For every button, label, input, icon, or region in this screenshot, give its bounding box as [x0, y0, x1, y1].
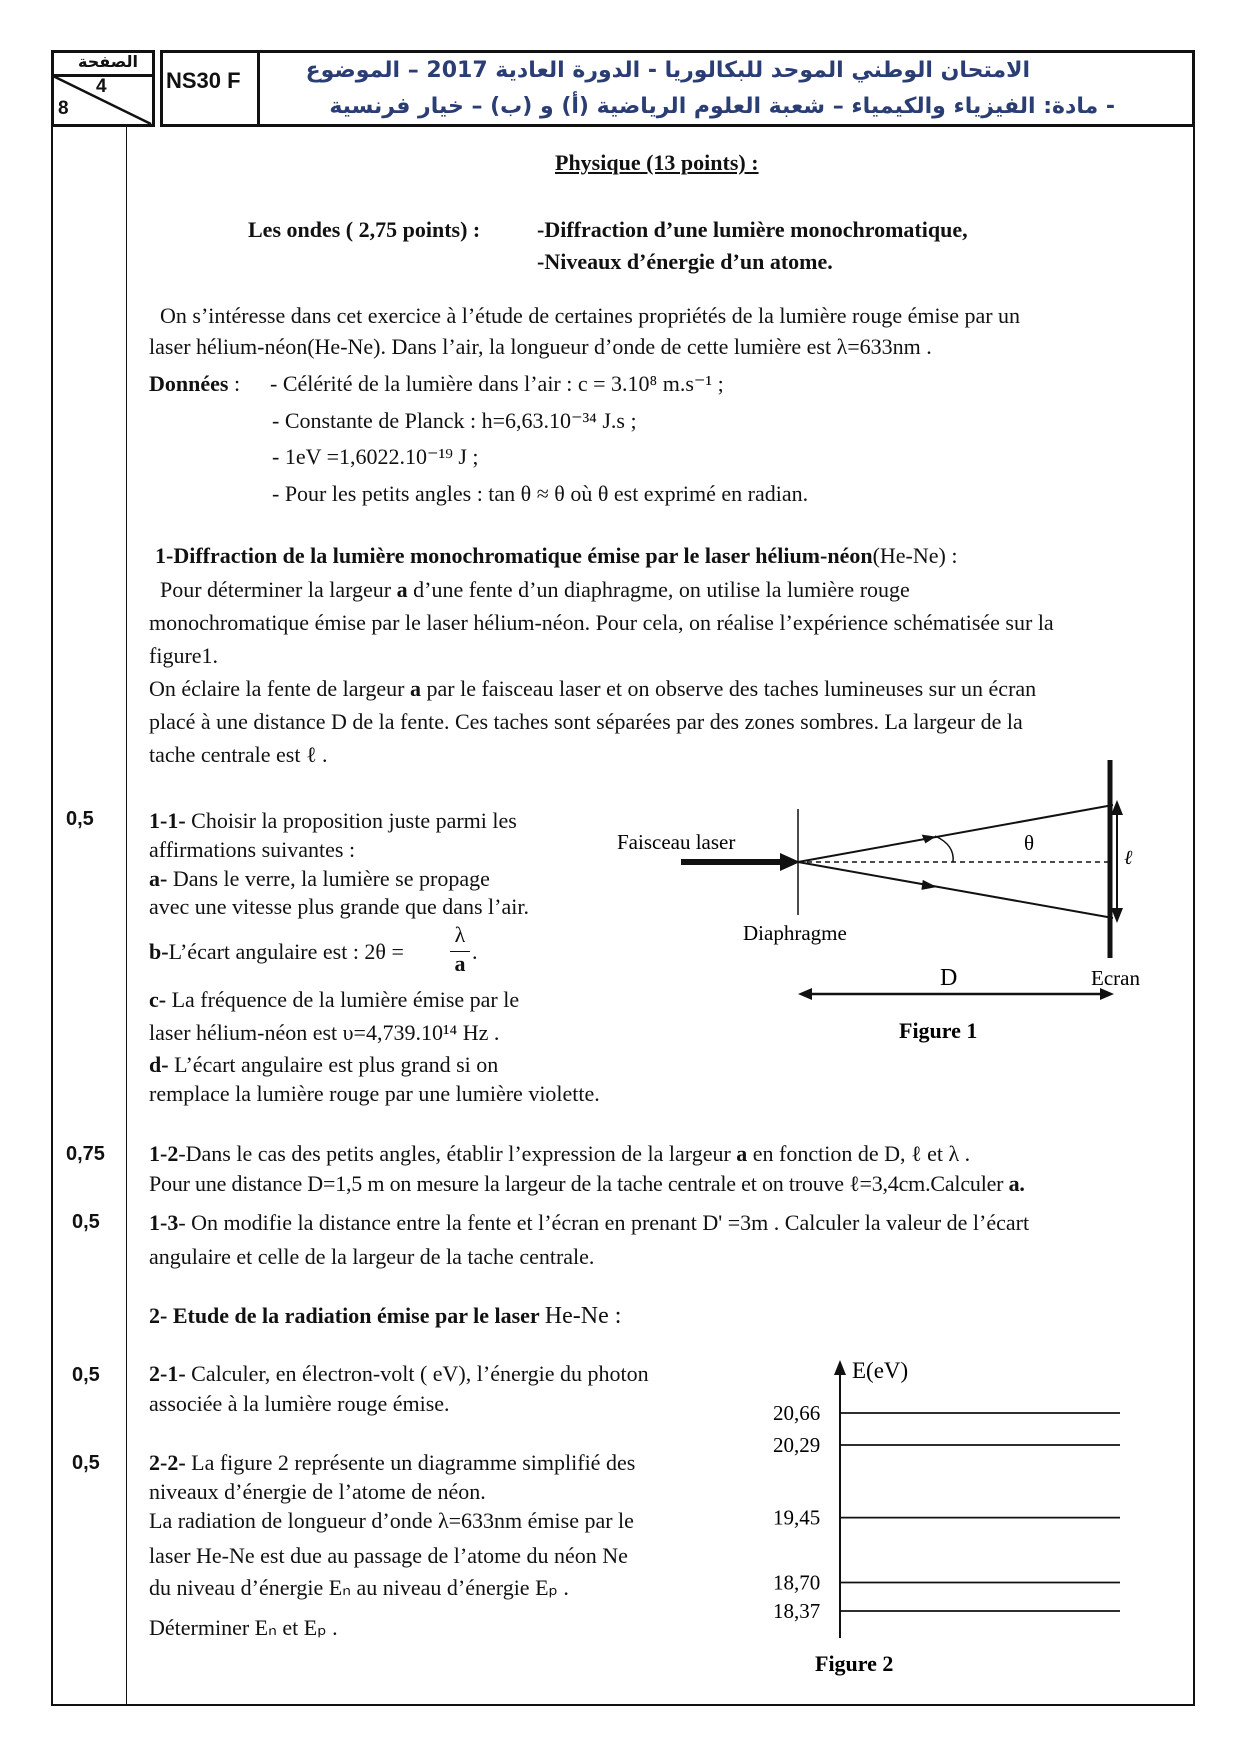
q-number: 1-3 [149, 1210, 179, 1235]
ray-top-arrow-icon [922, 834, 937, 844]
ondes-topic1: -Diffraction d’une lumière monochromatique, [537, 217, 968, 242]
ray-bottom [798, 862, 1113, 918]
fraction-numerator: λ [454, 922, 466, 947]
distance-label: D [940, 965, 958, 991]
option-label: d- [149, 1052, 169, 1077]
text: Dans le verre, la lumière se propage [167, 866, 490, 891]
width-arrow-top-icon [1111, 800, 1123, 815]
part1-line: tache centrale est ℓ . [149, 742, 328, 767]
q-number: 1-2 [149, 1141, 179, 1166]
laser-beam-arrowhead [780, 853, 800, 871]
q-number: 1-1- [149, 808, 186, 833]
donnee-item: - Pour les petits angles : tan θ ≈ θ où θ est exprimé en radian. [272, 481, 809, 506]
part1-line: figure1. [149, 643, 219, 668]
figure-2 [773, 1358, 1120, 1676]
text: d’une fente d’un diaphragme, on utilise la lumière rouge [407, 577, 910, 602]
q11-line: avec une vitesse plus grande que dans l’air. [149, 894, 529, 919]
text: Pour déterminer la largeur [160, 577, 397, 602]
text: Choisir la proposition juste parmi les [185, 808, 517, 833]
var-a: a [736, 1141, 748, 1166]
q22-line: niveaux d’énergie de l’atome de néon. [149, 1479, 486, 1504]
ray-top [798, 805, 1113, 862]
energy-level-label: 19,45 [773, 1505, 821, 1530]
points-q13: 0,5 [72, 1211, 100, 1233]
text: -Dans le cas des petits angles, établir l’expression de la largeur [178, 1141, 737, 1166]
text: en fonction de D, ℓ et λ . [747, 1141, 971, 1166]
part1-title-text: 1-Diffraction de la lumière monochromatique émise par le laser hélium-néon [155, 543, 873, 568]
energy-axis-label: E(eV) [852, 1358, 909, 1383]
option-label: b- [149, 939, 169, 964]
energy-level-label: 18,37 [773, 1599, 821, 1623]
q22-line: La radiation de longueur d’onde λ=633nm émise par le [149, 1508, 634, 1533]
figure2-caption: Figure 2 [815, 1651, 894, 1676]
angle-label: θ [1024, 831, 1035, 855]
exam-title-line2: - مادة: الفيزياء والكيمياء – شعبة العلوم الرياضية (أ) و (ب) – خيار فرنسية [329, 94, 1115, 119]
exam-code: NS30 F [166, 68, 241, 93]
q-number: 2-2- [149, 1450, 186, 1475]
text: - On modifie la distance entre la fente et l’écran en prenant D' =3m . Calculer la valeur de l’écart [178, 1210, 1030, 1235]
donnee-item: - Constante de Planck : h=6,63.10⁻³⁴ J.s ; [272, 408, 637, 433]
period: . [472, 939, 478, 964]
fraction-denominator: a [454, 951, 466, 976]
page-label: الصفحة [78, 52, 139, 71]
part1-line: placé à une distance D de la fente. Ces taches sont séparées par des zones sombres. La largeur de la [149, 709, 1023, 734]
q22-line: du niveau d’énergie Eₙ au niveau d’énergie Eₚ . [149, 1575, 569, 1600]
points-q21: 0,5 [72, 1364, 100, 1386]
q22-line: Déterminer Eₙ et Eₚ . [149, 1615, 338, 1640]
var-a: a [396, 577, 408, 602]
points-q22: 0,5 [72, 1452, 100, 1474]
part2-title-tail: He-Ne : [544, 1303, 622, 1329]
beam-label: Faisceau laser [617, 830, 736, 854]
energy-level-label: 20,66 [773, 1401, 821, 1425]
diaphragm-label: Diaphragme [743, 921, 847, 945]
donnees-sep: : [228, 371, 241, 396]
angle-arc [935, 836, 953, 862]
text: Pour une distance D=1,5 m on mesure la largeur de la tache centrale et on trouve ℓ=3,4cm.Calculer [149, 1171, 1009, 1196]
part2-title-text: 2- Etude de la radiation émise par le laser [149, 1303, 545, 1328]
donnee-item: - Célérité de la lumière dans l’air : c = 3.10⁸ m.s⁻¹ ; [270, 371, 724, 396]
text: On éclaire la fente de largeur [149, 676, 411, 701]
q22-line: laser He-Ne est due au passage de l’atome du néon Ne [149, 1543, 628, 1568]
q11-line: laser hélium-néon est υ=4,739.10¹⁴ Hz . [149, 1020, 500, 1045]
text: Calculer, en électron-volt ( eV), l’énergie du photon [185, 1361, 649, 1386]
q11-line: remplace la lumière rouge par une lumière violette. [149, 1081, 600, 1106]
q-number: 2-1- [149, 1361, 186, 1386]
ondes-topic2: -Niveaux d’énergie d’un atome. [537, 249, 833, 274]
page-current: 4 [96, 76, 107, 97]
var-a: a. [1008, 1171, 1025, 1196]
intro-line: laser hélium-néon(He-Ne). Dans l’air, la longueur d’onde de cette lumière est λ=633nm . [149, 334, 932, 359]
screen-label: Ecran [1091, 966, 1140, 990]
text: par le faisceau laser et on observe des taches lumineuses sur un écran [421, 676, 1037, 701]
text: L’écart angulaire est : 2θ = [168, 939, 404, 964]
width-arrow-bottom-icon [1111, 908, 1123, 923]
exam-title-line1: الامتحان الوطني الموحد للبكالوريا - الدورة العادية 2017 – الموضوع [305, 58, 1030, 83]
text: L’écart angulaire est plus grand si on [168, 1052, 499, 1077]
points-q12: 0,75 [66, 1143, 105, 1165]
option-label: c- [149, 987, 167, 1012]
intro-line: On s’intéresse dans cet exercice à l’étude de certaines propriétés de la lumière rouge émise par un [160, 303, 1021, 328]
donnees-label: Données [149, 371, 229, 396]
option-label: a- [149, 866, 168, 891]
donnee-item: - 1eV =1,6022.10⁻¹⁹ J ; [272, 444, 479, 469]
part1-title-tail: (He-Ne) : [872, 543, 958, 568]
q11-line: affirmations suivantes : [149, 837, 356, 862]
text: La figure 2 représente un diagramme simplifié des [185, 1450, 636, 1475]
part1-line: monochromatique émise par le laser hélium-néon. Pour cela, on réalise l’expérience schématisée sur la [149, 610, 1054, 635]
q13-line: angulaire et celle de la largeur de la tache centrale. [149, 1244, 595, 1269]
q21-line: associée à la lumière rouge émise. [149, 1391, 450, 1416]
energy-level-label: 18,70 [773, 1570, 821, 1595]
energy-level-label: 20,29 [773, 1432, 821, 1457]
section-title: Physique (13 points) : [555, 150, 759, 175]
energy-axis-arrow-icon [834, 1360, 846, 1375]
points-q11: 0,5 [66, 808, 94, 830]
figure1-caption: Figure 1 [899, 1018, 978, 1043]
distance-arrow-left-icon [798, 988, 812, 1000]
ondes-label: Les ondes ( 2,75 points) : [248, 217, 481, 242]
text: La fréquence de la lumière émise par le [166, 987, 520, 1012]
var-a: a [410, 676, 422, 701]
figure-1 [617, 760, 1140, 1043]
width-label: ℓ [1124, 847, 1133, 869]
page-total: 8 [58, 98, 69, 119]
